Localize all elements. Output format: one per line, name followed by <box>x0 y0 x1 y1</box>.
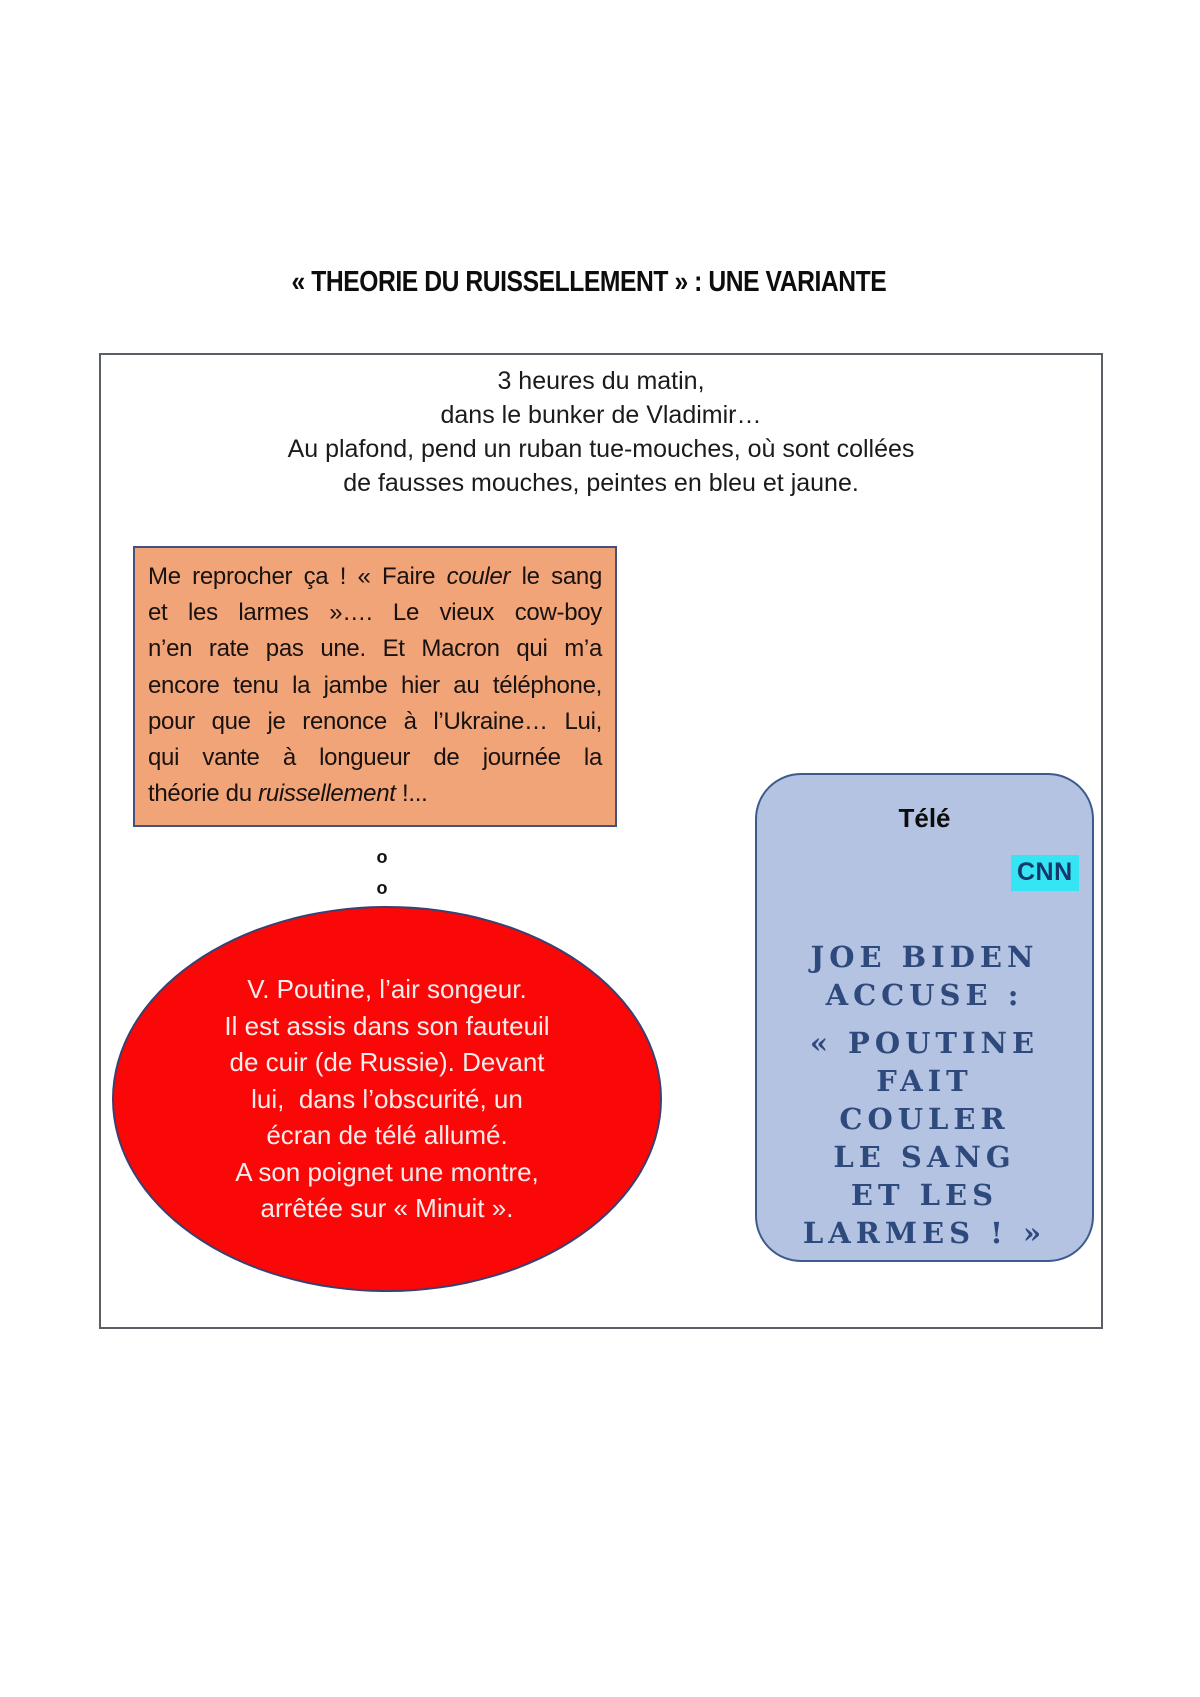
narration-line: de fausses mouches, peintes en bleu et jaune. <box>343 469 859 497</box>
speech-line: encore tenu la jambe hier au téléphone, <box>148 671 602 699</box>
tv-label: Télé <box>898 803 951 833</box>
ellipse-line: arrêtée sur « Minuit ». <box>260 1193 514 1224</box>
speech-line: et les larmes »…. Le vieux cow-boy <box>148 599 602 627</box>
headline-line: LE SANG <box>833 1140 1016 1174</box>
narration-line: Au plafond, pend un ruban tue-mouches, où sont collées <box>287 435 915 463</box>
cnn-logo: CNN <box>1011 855 1079 891</box>
headline-line: ET LES <box>850 1178 999 1212</box>
ellipse-line: A son poignet une montre, <box>235 1156 539 1187</box>
tv-panel <box>755 773 1094 1262</box>
speech-text: théorie du <box>148 780 259 808</box>
ellipse-line: Il est assis dans son fauteuil <box>224 1010 550 1041</box>
scene-description-ellipse <box>112 906 662 1292</box>
headline-line: ACCUSE : <box>825 978 1024 1012</box>
speech-line <box>148 776 602 812</box>
page-title-text: « THEORIE DU RUISSELLEMENT » : UNE VARIANTE <box>291 266 887 298</box>
headline-line: COULER <box>839 1102 1010 1136</box>
ellipse-line: de cuir (de Russie). Devant <box>229 1047 545 1078</box>
speech-text: le sang <box>510 563 602 590</box>
speech-text: !... <box>395 780 428 808</box>
connector-dot: o <box>376 878 388 898</box>
headline-line: FAIT <box>876 1064 973 1098</box>
headline-line: JOE BIDEN <box>810 940 1039 974</box>
headline-line: « POUTINE <box>809 1026 1040 1060</box>
page-title <box>0 266 1178 299</box>
speech-line: n’en rate pas une. Et Macron qui m’a <box>148 635 602 663</box>
putin-monologue-box <box>133 546 617 827</box>
speech-text-italic: couler <box>446 563 511 590</box>
ellipse-line: écran de télé allumé. <box>266 1120 508 1151</box>
connector-dot: o <box>376 847 388 867</box>
ellipse-line: V. Poutine, l’air songeur. <box>247 974 527 1005</box>
speech-line <box>148 559 602 595</box>
speech-line: pour que je renonce à l’Ukraine… Lui, <box>148 707 602 735</box>
ellipse-line: lui, dans l’obscurité, un <box>251 1083 523 1114</box>
headline-line: LARMES ! » <box>802 1216 1047 1250</box>
narration-block <box>99 364 1103 500</box>
tv-headline <box>757 938 1092 1252</box>
speech-text-italic: ruissellement <box>258 780 396 808</box>
narration-line: 3 heures du matin, <box>497 367 705 395</box>
speech-line: qui vante à longueur de journée la <box>148 744 602 772</box>
narration-line: dans le bunker de Vladimir… <box>440 401 762 429</box>
speech-text: Me reprocher ça ! « Faire <box>148 563 447 590</box>
